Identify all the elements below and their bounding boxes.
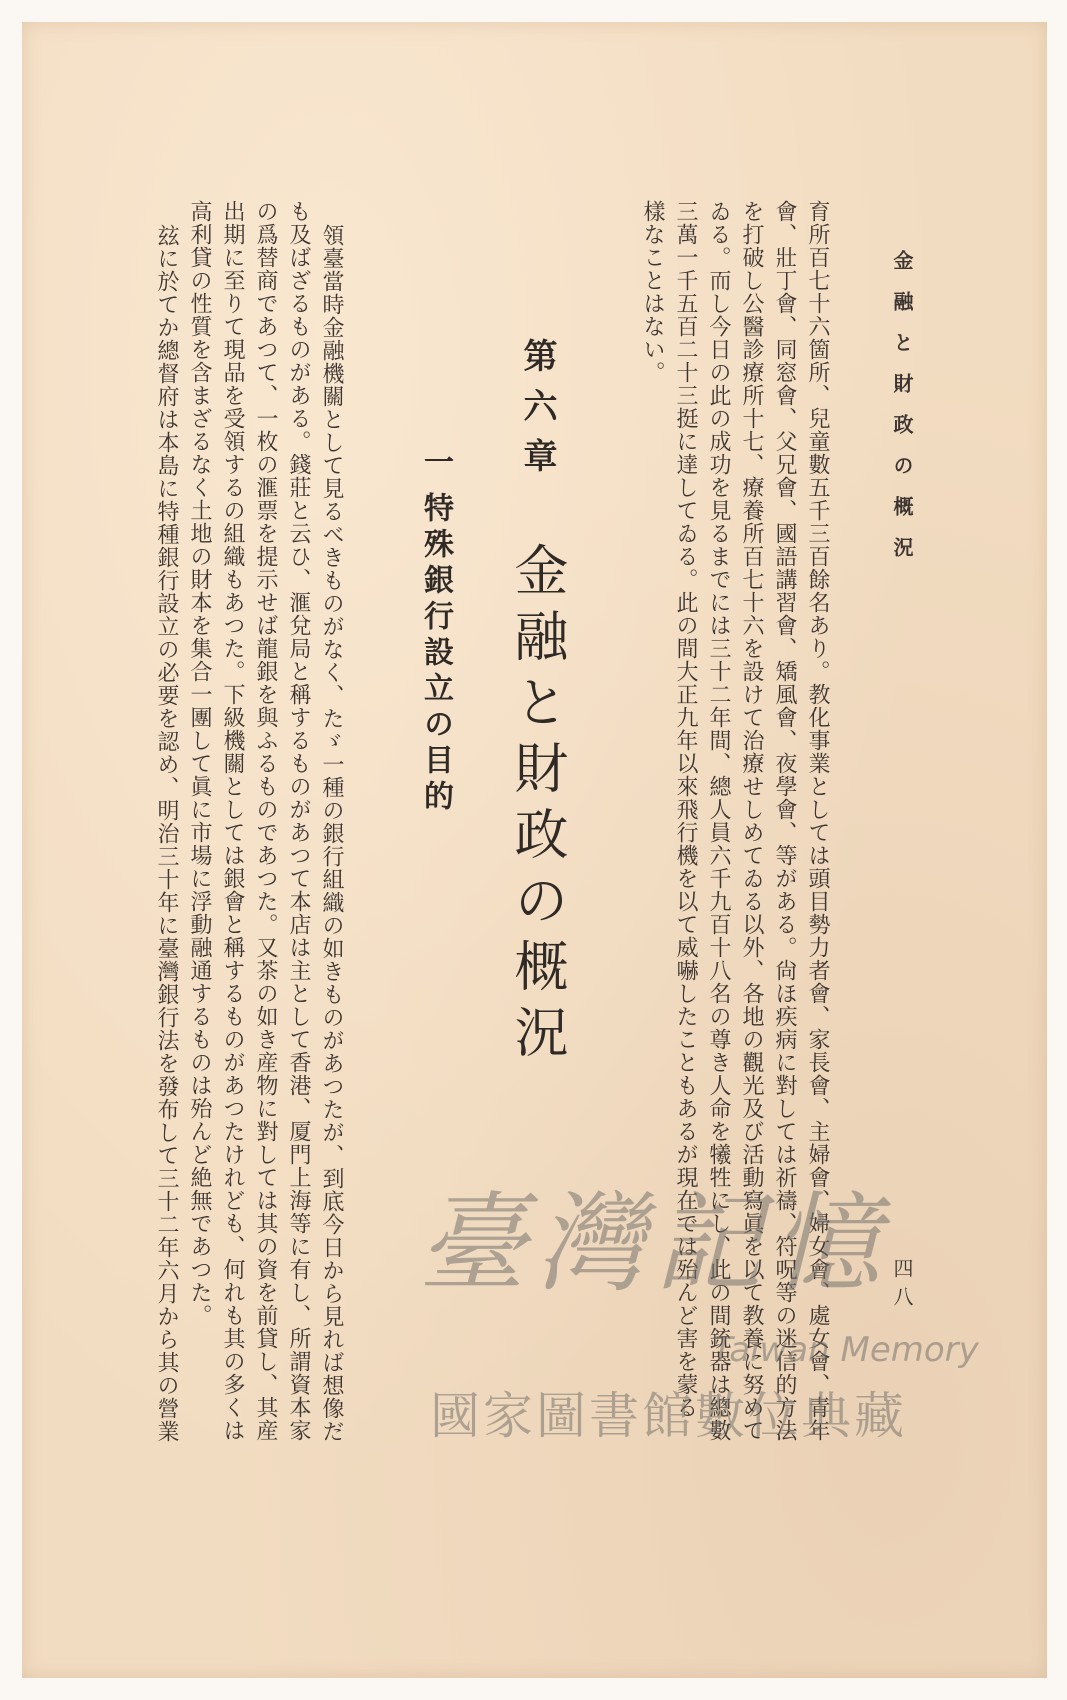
text-column: ゐる。而し今日の此の成功を見るまでには三十二年間、總人員六千九百十八名の尊き人命を犧牲にし、此の間銃器は總數 [706,200,731,1442]
text-column: 玆に於てか總督府は本島に特種銀行設立の必要を認め、明治三十年に臺灣銀行法を發布して三十二年六月から其の營業 [154,224,179,1443]
section-number: 一 [418,446,453,476]
text-column: 育所百七十六箇所、兒童數五千三百餘名あり。教化事業としては頭目勢力者會、家長會、主婦會、婦女會、處女會、青年 [805,200,830,1442]
text-column: 高利貸の性質を含まざるなく土地の財本を集合一團して眞に市場に浮動融通するものは殆んど絶無であつた。 [187,200,212,1327]
text-column: 出期に至りて現品を受領するの組織もあつた。下級機關としては銀會と稱するものがあつたけれども、何れも其の多くは [220,200,245,1442]
watermark-english: Taiwan Memory [712,1330,979,1370]
text-column: の爲替商であつて、一枚の滙票を提示せば龍銀を與ふるものであつた。又茶の如き産物に對しては其の資を前貸し、其産 [253,200,278,1442]
text-column: 樣なことはない。 [640,200,665,384]
section-title: 特殊銀行設立の目的 [418,492,453,816]
running-header-title: 金融と財政の概況 [890,250,914,578]
watermark-logo: 臺灣記憶 [418,1182,891,1307]
text-column: 會、壯丁會、同窓會、父兄會、國語講習會、矯風會、夜學會、等がある。尙ほ疾病に對しては祈禱、符呪等の迷信的方法 [772,200,797,1442]
text-column: を打破し公醫診療所十七、療養所百七十六を設けて治療せしめてゐる以外、各地の觀光及び活動寫眞を以て教養に努めて [739,200,764,1442]
chapter-title: 金融と財政の概況 [506,542,569,1070]
page-number: 四八 [890,1258,914,1314]
text-column: も及ばざるものがある。錢莊と云ひ、滙兌局と稱するものがあつて本店は主として香港、厦門上海等に有し、所謂資本家 [286,200,311,1442]
text-column: 領臺當時金融機關として見るべきものがなく、たゞ一種の銀行組織の如きものがあつたが、到底今日から見れば想像だ [319,224,344,1443]
text-column: 三萬一千五百二十三挺に達してゐる。此の間大正九年以來飛行機を以て威嚇したこともあるが現在では殆んど害を蒙る [673,200,698,1419]
chapter-number: 第六章 [517,338,557,488]
scanned-page [22,22,1047,1678]
watermark-institution: 國家圖書館數位典藏 [430,1387,907,1445]
